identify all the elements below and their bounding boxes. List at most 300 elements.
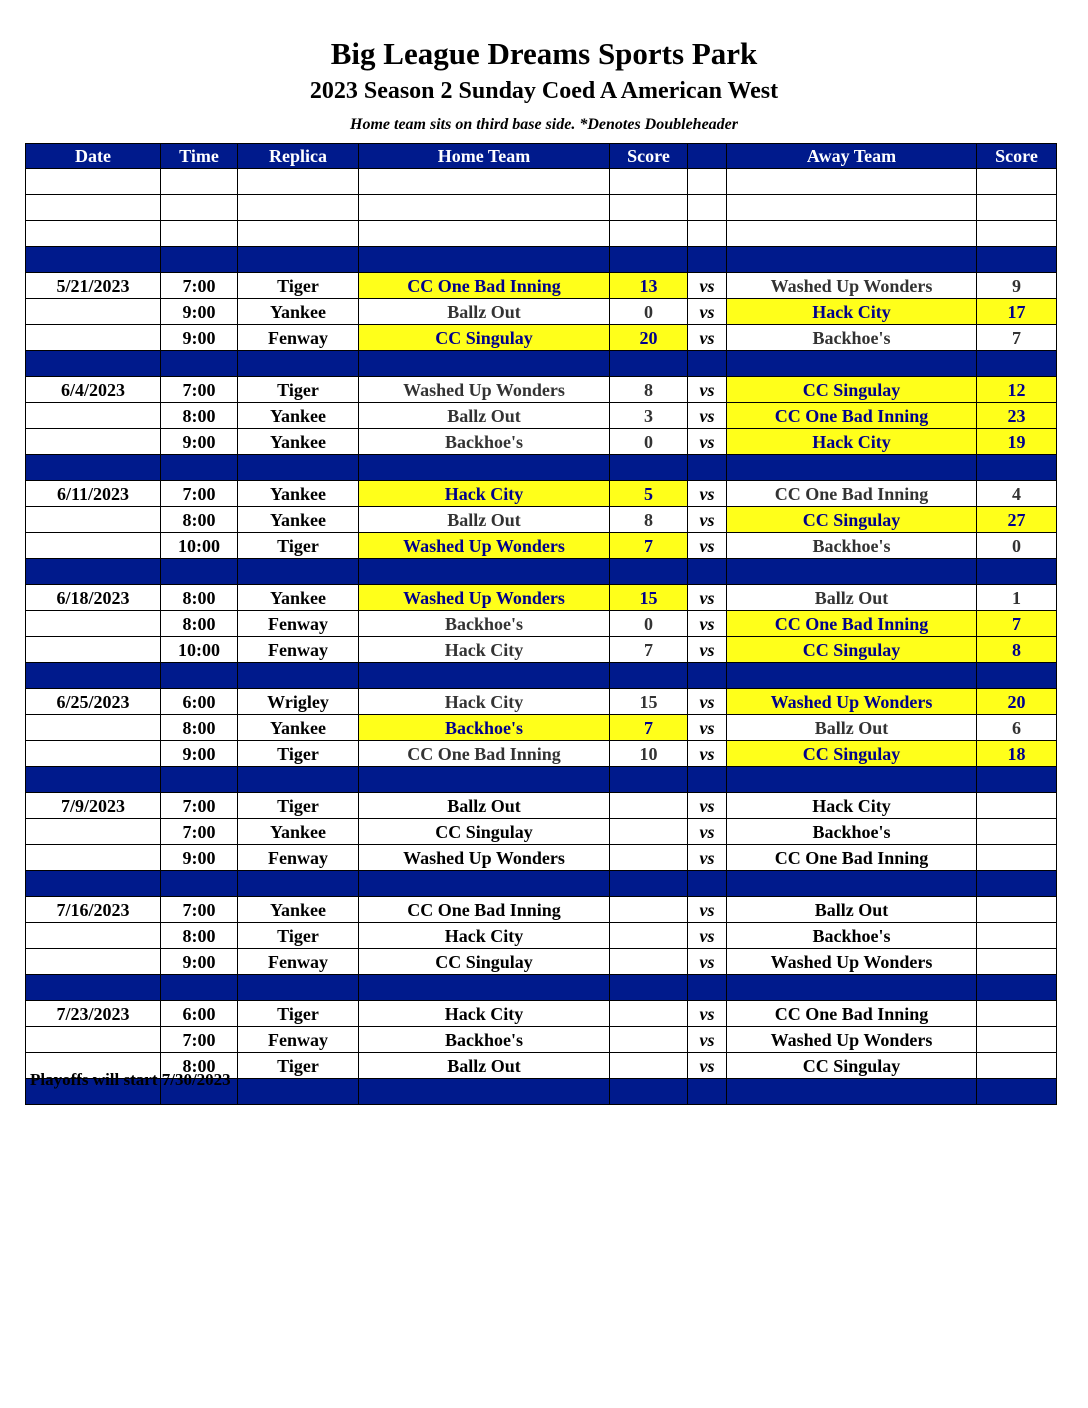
away-score: 20: [977, 689, 1057, 715]
empty-cell: [977, 247, 1057, 273]
vs-label: vs: [688, 1001, 727, 1027]
game-replica: Tiger: [238, 741, 359, 767]
away-score: 1: [977, 585, 1057, 611]
game-replica: Fenway: [238, 949, 359, 975]
home-score: 13: [610, 273, 688, 299]
vs-label: vs: [688, 299, 727, 325]
game-replica: Yankee: [238, 819, 359, 845]
game-replica: Yankee: [238, 299, 359, 325]
game-replica: Yankee: [238, 481, 359, 507]
home-score: [610, 1001, 688, 1027]
away-score: [977, 897, 1057, 923]
home-team: Ballz Out: [359, 299, 610, 325]
empty-cell: [359, 767, 610, 793]
empty-cell: [727, 247, 977, 273]
away-team: CC Singulay: [727, 637, 977, 663]
empty-cell: [161, 455, 238, 481]
empty-cell: [359, 221, 610, 247]
away-score: [977, 923, 1057, 949]
empty-cell: [977, 663, 1057, 689]
empty-cell: [359, 455, 610, 481]
empty-cell: [688, 871, 727, 897]
table-row: [26, 273, 1057, 299]
table-row: [26, 429, 1057, 455]
blank-row: [26, 195, 1057, 221]
empty-cell: [238, 559, 359, 585]
col-header-away-team: Away Team: [727, 144, 977, 169]
away-score: 0: [977, 533, 1057, 559]
home-team: Hack City: [359, 637, 610, 663]
empty-cell: [359, 169, 610, 195]
game-replica: Fenway: [238, 611, 359, 637]
game-replica: Fenway: [238, 637, 359, 663]
empty-cell: [610, 455, 688, 481]
table-row: [26, 481, 1057, 507]
vs-label: vs: [688, 819, 727, 845]
game-time: 7:00: [161, 897, 238, 923]
empty-cell: [727, 455, 977, 481]
empty-cell: [238, 975, 359, 1001]
away-score: 8: [977, 637, 1057, 663]
home-team: Ballz Out: [359, 1053, 610, 1079]
blank-row: [26, 169, 1057, 195]
empty-cell: [727, 559, 977, 585]
away-team: Washed Up Wonders: [727, 949, 977, 975]
game-replica: Tiger: [238, 273, 359, 299]
game-replica: Tiger: [238, 923, 359, 949]
game-time: 7:00: [161, 793, 238, 819]
empty-cell: [727, 195, 977, 221]
empty-cell: [359, 1079, 610, 1105]
game-time: 8:00: [161, 923, 238, 949]
home-team: CC Singulay: [359, 949, 610, 975]
empty-cell: [610, 871, 688, 897]
away-team: Backhoe's: [727, 325, 977, 351]
home-score: [610, 897, 688, 923]
home-score: 7: [610, 715, 688, 741]
away-score: 4: [977, 481, 1057, 507]
table-row: [26, 403, 1057, 429]
empty-cell: [977, 455, 1057, 481]
col-header-home-score: Score: [610, 144, 688, 169]
vs-label: vs: [688, 429, 727, 455]
empty-cell: [610, 767, 688, 793]
empty-cell: [688, 195, 727, 221]
empty-cell: [610, 195, 688, 221]
empty-cell: [26, 949, 161, 975]
away-team: CC One Bad Inning: [727, 611, 977, 637]
away-score: 23: [977, 403, 1057, 429]
empty-cell: [688, 455, 727, 481]
separator-row: [26, 455, 1057, 481]
game-time: 9:00: [161, 299, 238, 325]
empty-cell: [26, 819, 161, 845]
home-team: CC One Bad Inning: [359, 741, 610, 767]
table-row: [26, 819, 1057, 845]
game-time: 10:00: [161, 533, 238, 559]
empty-cell: [359, 559, 610, 585]
away-team: CC Singulay: [727, 377, 977, 403]
table-row: [26, 637, 1057, 663]
schedule-note: Home team sits on third base side. *Denotes Doubleheader: [350, 116, 738, 133]
home-score: 0: [610, 429, 688, 455]
home-score: 3: [610, 403, 688, 429]
empty-cell: [610, 559, 688, 585]
empty-cell: [238, 767, 359, 793]
away-team: Backhoe's: [727, 533, 977, 559]
home-score: [610, 923, 688, 949]
empty-cell: [238, 247, 359, 273]
game-time: 7:00: [161, 273, 238, 299]
away-score: 17: [977, 299, 1057, 325]
empty-cell: [727, 767, 977, 793]
away-score: 12: [977, 377, 1057, 403]
game-time: 9:00: [161, 845, 238, 871]
home-score: 7: [610, 637, 688, 663]
game-replica: Fenway: [238, 845, 359, 871]
empty-cell: [977, 221, 1057, 247]
home-team: CC Singulay: [359, 819, 610, 845]
away-score: [977, 1001, 1057, 1027]
table-row: [26, 689, 1057, 715]
game-time: 6:00: [161, 689, 238, 715]
table-row: [26, 1001, 1057, 1027]
empty-cell: [610, 975, 688, 1001]
away-team: Backhoe's: [727, 819, 977, 845]
empty-cell: [238, 871, 359, 897]
away-team: Hack City: [727, 299, 977, 325]
empty-cell: [688, 663, 727, 689]
game-replica: Tiger: [238, 793, 359, 819]
table-row: [26, 897, 1057, 923]
separator-row: [26, 871, 1057, 897]
empty-cell: [26, 429, 161, 455]
home-team: Washed Up Wonders: [359, 377, 610, 403]
empty-cell: [688, 351, 727, 377]
empty-cell: [26, 923, 161, 949]
game-replica: Yankee: [238, 429, 359, 455]
empty-cell: [161, 871, 238, 897]
table-row: [26, 533, 1057, 559]
vs-label: vs: [688, 533, 727, 559]
vs-label: vs: [688, 715, 727, 741]
game-time: 7:00: [161, 819, 238, 845]
away-score: [977, 819, 1057, 845]
empty-cell: [26, 299, 161, 325]
col-header-away-score: Score: [977, 144, 1057, 169]
away-score: [977, 793, 1057, 819]
table-row: [26, 325, 1057, 351]
home-team: Backhoe's: [359, 715, 610, 741]
game-replica: Tiger: [238, 533, 359, 559]
away-team: Hack City: [727, 429, 977, 455]
home-score: 15: [610, 585, 688, 611]
home-score: [610, 949, 688, 975]
away-score: [977, 845, 1057, 871]
separator-row: [26, 247, 1057, 273]
empty-cell: [688, 221, 727, 247]
home-team: Hack City: [359, 923, 610, 949]
header-row: [26, 144, 1057, 169]
game-date: 6/18/2023: [26, 585, 161, 611]
home-score: [610, 1027, 688, 1053]
schedule-body: [26, 169, 1057, 1105]
away-team: CC One Bad Inning: [727, 481, 977, 507]
empty-cell: [359, 247, 610, 273]
empty-cell: [26, 871, 161, 897]
away-score: 18: [977, 741, 1057, 767]
away-team: CC One Bad Inning: [727, 845, 977, 871]
game-date: 7/16/2023: [26, 897, 161, 923]
col-header-date: Date: [26, 144, 161, 169]
game-replica: Tiger: [238, 377, 359, 403]
empty-cell: [610, 221, 688, 247]
col-header-time: Time: [161, 144, 238, 169]
empty-cell: [977, 351, 1057, 377]
away-team: Ballz Out: [727, 715, 977, 741]
empty-cell: [26, 351, 161, 377]
empty-cell: [26, 169, 161, 195]
page-subtitle: 2023 Season 2 Sunday Coed A American West: [309, 78, 779, 104]
game-time: 9:00: [161, 429, 238, 455]
empty-cell: [26, 975, 161, 1001]
home-score: 0: [610, 299, 688, 325]
col-header-home-team: Home Team: [359, 144, 610, 169]
empty-cell: [359, 871, 610, 897]
empty-cell: [688, 975, 727, 1001]
home-score: [610, 793, 688, 819]
home-score: [610, 819, 688, 845]
empty-cell: [26, 637, 161, 663]
empty-cell: [977, 1079, 1057, 1105]
home-score: 0: [610, 611, 688, 637]
away-team: CC One Bad Inning: [727, 403, 977, 429]
separator-row: [26, 975, 1057, 1001]
game-replica: Fenway: [238, 325, 359, 351]
empty-cell: [359, 975, 610, 1001]
home-score: 15: [610, 689, 688, 715]
away-score: 6: [977, 715, 1057, 741]
empty-cell: [238, 351, 359, 377]
empty-cell: [727, 1079, 977, 1105]
away-team: CC Singulay: [727, 741, 977, 767]
empty-cell: [977, 195, 1057, 221]
empty-cell: [238, 195, 359, 221]
vs-label: vs: [688, 611, 727, 637]
empty-cell: [727, 221, 977, 247]
home-score: [610, 845, 688, 871]
empty-cell: [161, 975, 238, 1001]
vs-label: vs: [688, 273, 727, 299]
game-time: 7:00: [161, 481, 238, 507]
table-row: [26, 949, 1057, 975]
empty-cell: [359, 351, 610, 377]
vs-label: vs: [688, 949, 727, 975]
empty-cell: [26, 1027, 161, 1053]
table-row: [26, 923, 1057, 949]
empty-cell: [977, 169, 1057, 195]
table-row: [26, 377, 1057, 403]
home-score: 10: [610, 741, 688, 767]
game-replica: Yankee: [238, 507, 359, 533]
home-team: Ballz Out: [359, 507, 610, 533]
vs-label: vs: [688, 1027, 727, 1053]
game-replica: Yankee: [238, 715, 359, 741]
vs-label: vs: [688, 507, 727, 533]
separator-row: [26, 559, 1057, 585]
empty-cell: [727, 663, 977, 689]
empty-cell: [26, 325, 161, 351]
empty-cell: [26, 715, 161, 741]
home-score: [610, 1053, 688, 1079]
empty-cell: [161, 351, 238, 377]
game-time: 8:00: [161, 715, 238, 741]
home-team: Hack City: [359, 689, 610, 715]
home-team: CC Singulay: [359, 325, 610, 351]
game-date: 6/11/2023: [26, 481, 161, 507]
empty-cell: [26, 455, 161, 481]
empty-cell: [977, 871, 1057, 897]
away-team: Washed Up Wonders: [727, 689, 977, 715]
empty-cell: [727, 975, 977, 1001]
game-time: 8:00: [161, 507, 238, 533]
empty-cell: [238, 455, 359, 481]
table-row: [26, 507, 1057, 533]
game-date: 7/23/2023: [26, 1001, 161, 1027]
vs-label: vs: [688, 481, 727, 507]
home-team: CC One Bad Inning: [359, 897, 610, 923]
empty-cell: [26, 403, 161, 429]
game-time: 7:00: [161, 1027, 238, 1053]
table-row: [26, 715, 1057, 741]
playoffs-note: Playoffs will start 7/30/2023: [30, 1070, 231, 1089]
away-team: Ballz Out: [727, 585, 977, 611]
empty-cell: [26, 247, 161, 273]
table-row: [26, 741, 1057, 767]
empty-cell: [161, 247, 238, 273]
separator-row: [26, 767, 1057, 793]
blank-row: [26, 221, 1057, 247]
empty-cell: [161, 767, 238, 793]
empty-cell: [26, 507, 161, 533]
home-team: Washed Up Wonders: [359, 533, 610, 559]
away-score: [977, 1027, 1057, 1053]
vs-label: vs: [688, 689, 727, 715]
empty-cell: [727, 871, 977, 897]
empty-cell: [161, 195, 238, 221]
home-team: Backhoe's: [359, 611, 610, 637]
empty-cell: [977, 975, 1057, 1001]
home-team: Washed Up Wonders: [359, 845, 610, 871]
home-score: 20: [610, 325, 688, 351]
game-date: 5/21/2023: [26, 273, 161, 299]
game-replica: Yankee: [238, 403, 359, 429]
empty-cell: [688, 767, 727, 793]
separator-row: [26, 351, 1057, 377]
away-team: CC Singulay: [727, 1053, 977, 1079]
home-team: Hack City: [359, 481, 610, 507]
vs-label: vs: [688, 793, 727, 819]
separator-row: [26, 663, 1057, 689]
away-score: [977, 1053, 1057, 1079]
vs-label: vs: [688, 845, 727, 871]
vs-label: vs: [688, 1053, 727, 1079]
game-time: 9:00: [161, 325, 238, 351]
empty-cell: [161, 169, 238, 195]
empty-cell: [238, 221, 359, 247]
home-score: 8: [610, 377, 688, 403]
table-row: [26, 793, 1057, 819]
game-replica: Tiger: [238, 1053, 359, 1079]
away-team: Washed Up Wonders: [727, 273, 977, 299]
empty-cell: [727, 351, 977, 377]
away-team: Hack City: [727, 793, 977, 819]
home-team: Ballz Out: [359, 793, 610, 819]
empty-cell: [688, 169, 727, 195]
empty-cell: [610, 351, 688, 377]
empty-cell: [610, 169, 688, 195]
game-date: 6/25/2023: [26, 689, 161, 715]
away-score: 19: [977, 429, 1057, 455]
game-replica: Yankee: [238, 585, 359, 611]
game-date: 7/9/2023: [26, 793, 161, 819]
empty-cell: [610, 247, 688, 273]
empty-cell: [26, 663, 161, 689]
vs-label: vs: [688, 403, 727, 429]
empty-cell: [26, 611, 161, 637]
empty-cell: [359, 195, 610, 221]
empty-cell: [688, 1079, 727, 1105]
game-replica: Yankee: [238, 897, 359, 923]
empty-cell: [238, 663, 359, 689]
empty-cell: [688, 247, 727, 273]
game-time: 6:00: [161, 1001, 238, 1027]
table-row: [26, 1027, 1057, 1053]
game-replica: Tiger: [238, 1001, 359, 1027]
empty-cell: [359, 663, 610, 689]
game-time: 7:00: [161, 377, 238, 403]
away-score: 7: [977, 325, 1057, 351]
vs-label: vs: [688, 923, 727, 949]
empty-cell: [977, 559, 1057, 585]
empty-cell: [238, 1079, 359, 1105]
vs-label: vs: [688, 585, 727, 611]
away-team: CC Singulay: [727, 507, 977, 533]
home-team: Backhoe's: [359, 429, 610, 455]
empty-cell: [161, 221, 238, 247]
vs-label: vs: [688, 325, 727, 351]
table-row: [26, 299, 1057, 325]
away-score: 27: [977, 507, 1057, 533]
away-team: Ballz Out: [727, 897, 977, 923]
home-score: 7: [610, 533, 688, 559]
home-score: 8: [610, 507, 688, 533]
away-score: [977, 949, 1057, 975]
home-team: CC One Bad Inning: [359, 273, 610, 299]
col-header-vs: [688, 144, 727, 169]
away-team: CC One Bad Inning: [727, 1001, 977, 1027]
empty-cell: [26, 767, 161, 793]
empty-cell: [26, 195, 161, 221]
home-score: 5: [610, 481, 688, 507]
vs-label: vs: [688, 741, 727, 767]
vs-label: vs: [688, 637, 727, 663]
empty-cell: [26, 741, 161, 767]
schedule-table: [25, 143, 1057, 1105]
empty-cell: [610, 663, 688, 689]
table-row: [26, 585, 1057, 611]
empty-cell: [26, 221, 161, 247]
